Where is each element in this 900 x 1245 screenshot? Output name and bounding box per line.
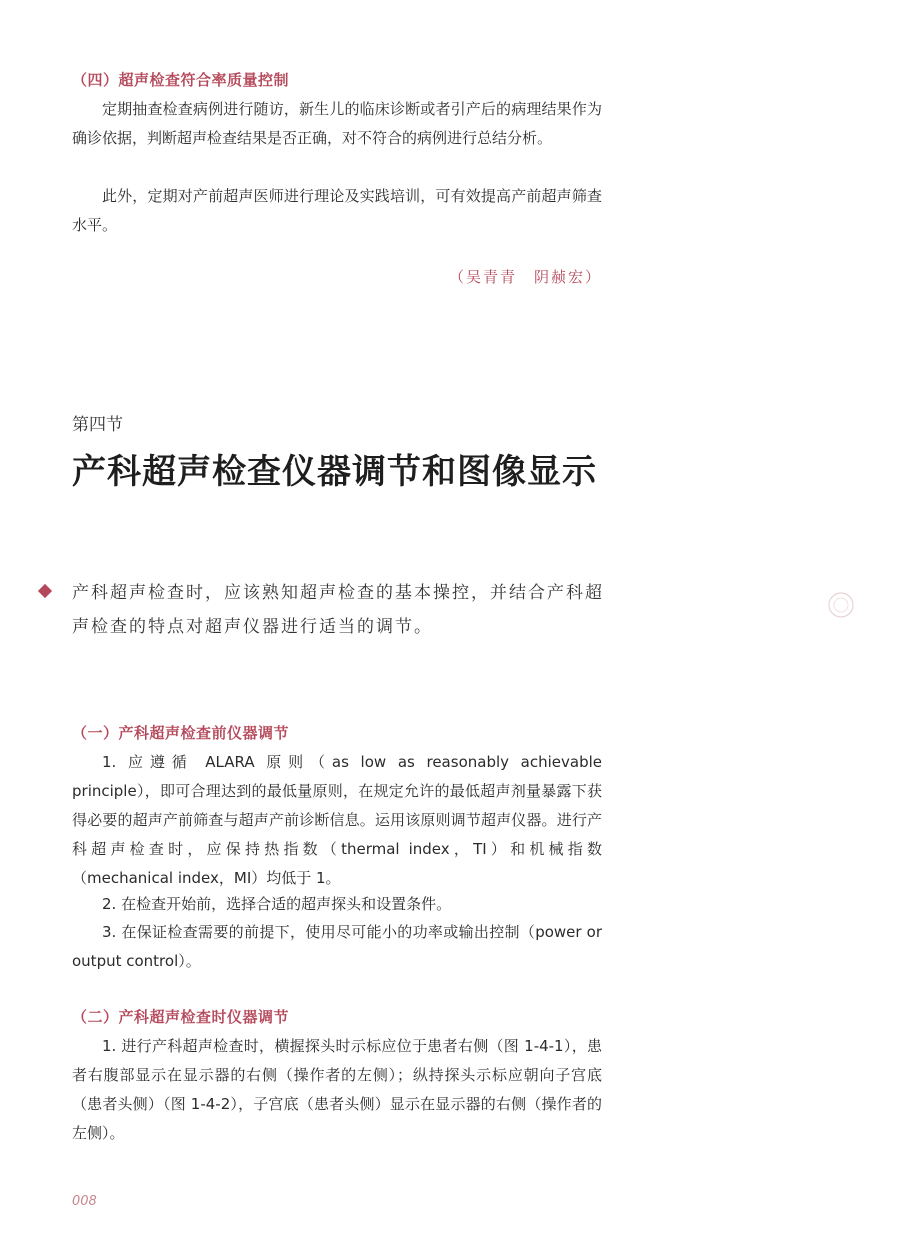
paragraph-followup: 定期抽查检查病例进行随访，新生儿的临床诊断或者引产后的病理结果作为确诊依据，判断超声检查结果是否正确，对不符合的病例进行总结分析。 — [72, 100, 602, 147]
section-heading-quality-control: （四）超声检查符合率质量控制 — [72, 71, 290, 89]
paragraph-probe-selection: 2. 在检查开始前，选择合适的超声探头和设置条件。 — [102, 895, 452, 913]
chapter-title: 产科超声检查仪器调节和图像显示 — [72, 452, 597, 492]
section-number: 第四节 — [72, 415, 123, 435]
authors: （吴青青 阴赪宏） — [448, 268, 602, 286]
section-heading-during-exam: （二）产科超声检查时仪器调节 — [72, 1008, 290, 1026]
paragraph-probe-orientation: 1. 进行产科超声检查时，横握探头时示标应位于患者右侧（图 1-4-1），患者右腹部显示在显示器的右侧（操作者的左侧）；纵持探头示标应朝向子宫底（患者头侧）（图 1-4-2），子宫底（患者头侧）显示在显示器的右侧（操作者的左侧）。 — [72, 1037, 602, 1142]
page-number: 008 — [72, 1194, 97, 1209]
paragraph-alara: 1. 应遵循 ALARA 原则（as low as reasonably achievable principle），即可合理达到的最低量原则，在规定允许的最低超声剂量暴露下获得必要的超声产前筛查与超声产前诊断信息。运用该原则调节超声仪器。进行产科超声检查时，应保持热指数（thermal index，TI）和机械指数（mechanical index，MI）均低于 1。 — [72, 753, 602, 887]
diamond-bullet-icon — [38, 584, 52, 598]
chapter-summary: 产科超声检查时，应该熟知超声检查的基本操控，并结合产科超声检查的特点对超声仪器进行适当的调节。 — [72, 583, 604, 637]
watermark-logo-icon — [826, 590, 856, 620]
section-heading-pre-exam: （一）产科超声检查前仪器调节 — [72, 724, 290, 742]
paragraph-power-control: 3. 在保证检查需要的前提下，使用尽可能小的功率或输出控制（power or output control）。 — [72, 923, 602, 970]
paragraph-training: 此外，定期对产前超声医师进行理论及实践培训，可有效提高产前超声筛查水平。 — [72, 187, 602, 234]
